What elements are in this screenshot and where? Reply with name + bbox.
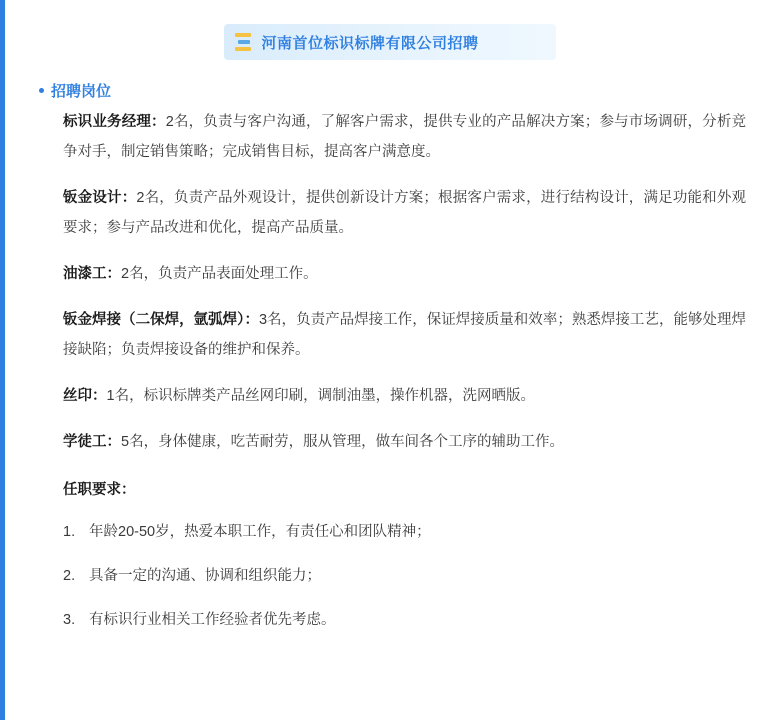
section-heading-recruit-positions [39, 80, 774, 101]
position-desc: 2名，负责与客户沟通，了解客户需求，提供专业的产品解决方案；参与市场调研，分析竞争对手，制定销售策略；完成销售目标，提高客户满意度。 [63, 114, 747, 160]
position-title: 油漆工： [63, 266, 121, 282]
position-title: 钣金焊接（二保焊，氩弧焊）： [63, 312, 259, 328]
position-paragraph [63, 427, 746, 457]
list-item-number: 1. [63, 524, 76, 540]
requirements-title: 任职要求： [63, 482, 136, 498]
list-item [63, 517, 746, 547]
list-item-number: 2. [63, 568, 76, 584]
list-item [63, 561, 746, 591]
list-item-text: 年龄20-50岁，热爱本职工作，有责任心和团队精神； [89, 524, 431, 540]
position-paragraph [63, 381, 746, 411]
position-desc: 5名，身体健康，吃苦耐劳，服从管理，做车间各个工序的辅助工作。 [121, 434, 565, 450]
position-paragraph [63, 259, 746, 289]
position-paragraph [63, 107, 746, 167]
list-item-text: 有标识行业相关工作经验者优先考虑。 [89, 612, 336, 628]
position-paragraph [63, 183, 746, 243]
position-title: 丝印： [63, 388, 107, 404]
bullet-dot-icon [39, 88, 44, 93]
position-desc: 2名，负责产品外观设计，提供创新设计方案；根据客户需求，进行结构设计，满足功能和外观要求；参与产品改进和优化，提高产品质量。 [63, 190, 747, 236]
list-lines-icon [234, 31, 254, 53]
position-title: 标识业务经理： [63, 114, 166, 130]
position-paragraph [63, 305, 746, 365]
position-desc: 3名，负责产品焊接工作，保证焊接质量和效率；熟悉焊接工艺，能够处理焊接缺陷；负责焊接设备的维护和保养。 [63, 312, 747, 358]
title-banner [224, 24, 556, 60]
position-desc: 1名，标识标牌类产品丝网印刷，调制油墨，操作机器，洗网晒版。 [106, 388, 536, 404]
document-content [5, 0, 774, 720]
page-title: 河南首位标识标牌有限公司招聘 [261, 34, 479, 52]
list-item-number: 3. [63, 612, 76, 628]
section-title: 招聘岗位 [51, 83, 112, 100]
position-title: 学徒工： [63, 434, 121, 450]
positions-block [63, 107, 746, 635]
list-item-text: 具备一定的沟通、协调和组织能力； [89, 568, 321, 584]
position-desc: 2名，负责产品表面处理工作。 [121, 266, 318, 282]
requirements-list [63, 517, 746, 635]
list-item [63, 605, 746, 635]
position-title: 钣金设计： [63, 190, 137, 206]
title-banner-wrap [5, 0, 774, 66]
